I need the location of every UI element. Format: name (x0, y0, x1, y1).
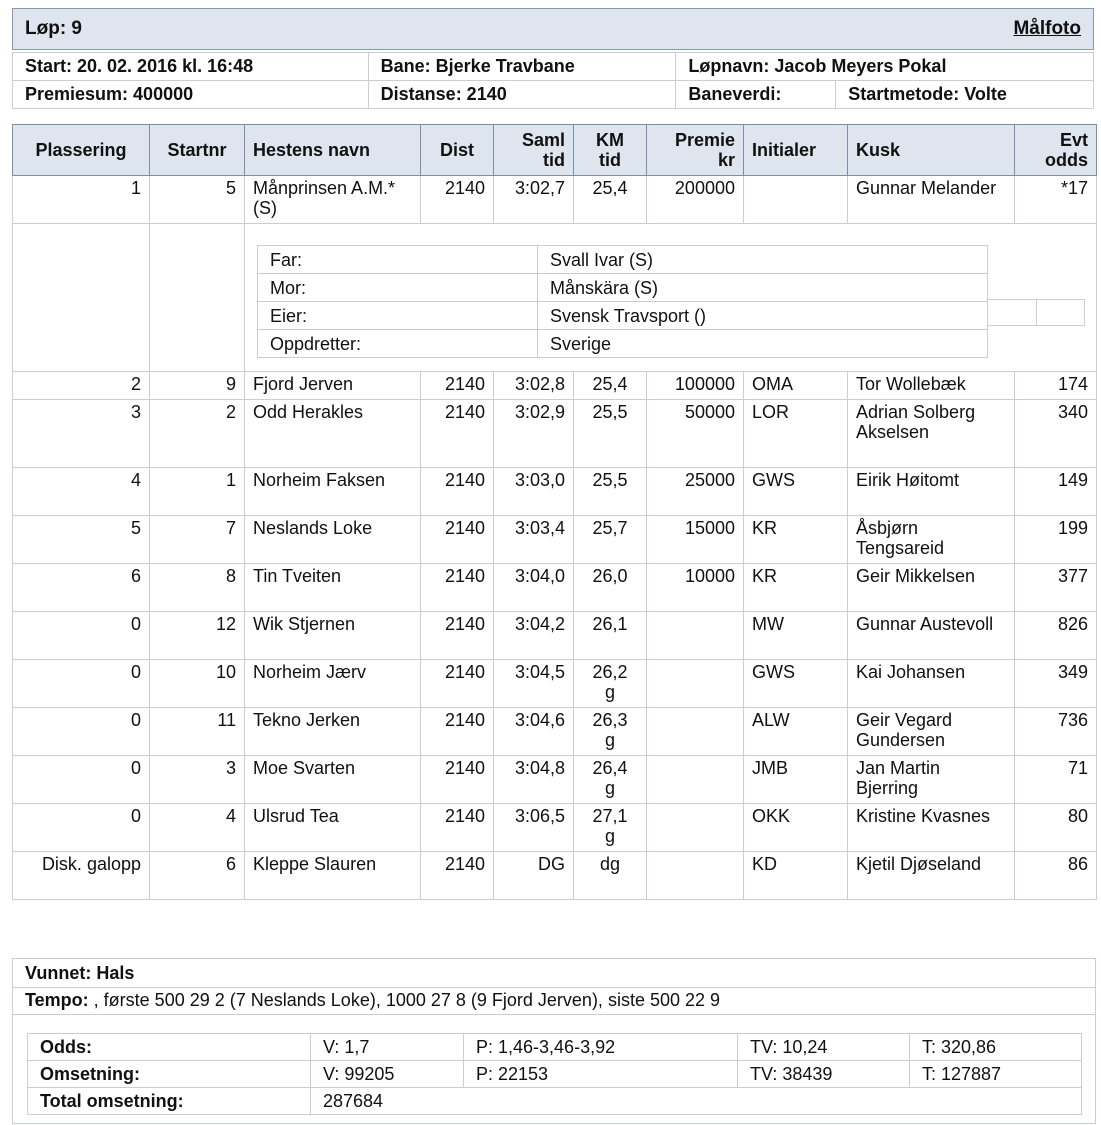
cell-plassering: 2 (13, 372, 150, 400)
cell-premie (647, 756, 744, 804)
cell-km-tid: 25,7 (574, 516, 647, 564)
cell-premie (647, 708, 744, 756)
cell-startnr: 9 (150, 372, 245, 400)
cell-initialer (744, 176, 848, 224)
cell-odds: *17 (1015, 176, 1097, 224)
cell-dist: 2140 (421, 516, 494, 564)
winner-margin: Vunnet: Hals (25, 963, 135, 983)
cell-plassering: 1 (13, 176, 150, 224)
table-row[interactable] (13, 564, 1097, 612)
cell-odds: 349 (1015, 660, 1097, 708)
col-initialer[interactable]: Initialer (744, 125, 848, 176)
eier-label: Eier: (258, 302, 538, 330)
far-value: Svall Ivar (S) (538, 246, 988, 274)
cell-startnr: 1 (150, 468, 245, 516)
pedigree-far (258, 246, 988, 274)
race-header (12, 8, 1094, 50)
pedigree-cell (245, 224, 1097, 372)
track-value: Baneverdi: (676, 81, 836, 109)
odds-table (27, 1033, 1082, 1115)
cell-saml-tid: 3:04,5 (494, 660, 574, 708)
col-kusk[interactable]: Kusk (848, 125, 1015, 176)
pedigree-row (13, 224, 1097, 372)
total-turnover-value: 287684 (311, 1088, 1082, 1115)
pedigree-oppdretter (258, 330, 988, 358)
cell-odds: 826 (1015, 612, 1097, 660)
cell-plassering: 0 (13, 708, 150, 756)
cell-kusk: Geir Vegard Gundersen (848, 708, 1015, 756)
cell-initialer: GWS (744, 468, 848, 516)
cell-startnr: 10 (150, 660, 245, 708)
distance: Distanse: 2140 (368, 81, 676, 109)
table-row[interactable] (13, 176, 1097, 224)
cell-kusk: Åsbjørn Tengsareid (848, 516, 1015, 564)
cell-saml-tid: 3:02,7 (494, 176, 574, 224)
table-row[interactable] (13, 516, 1097, 564)
cell-startnr: 8 (150, 564, 245, 612)
cell-odds: 86 (1015, 852, 1097, 900)
cell-dist: 2140 (421, 852, 494, 900)
cell-kusk: Adrian Solberg Akselsen (848, 400, 1015, 468)
cell-kusk: Tor Wollebæk (848, 372, 1015, 400)
cell-saml-tid: 3:02,8 (494, 372, 574, 400)
cell-premie: 200000 (647, 176, 744, 224)
cell-premie: 25000 (647, 468, 744, 516)
cell-odds: 340 (1015, 400, 1097, 468)
cell-startnr: 4 (150, 804, 245, 852)
col-premie[interactable]: Premie kr (647, 125, 744, 176)
cell-saml-tid: 3:03,4 (494, 516, 574, 564)
cell-dist: 2140 (421, 176, 494, 224)
cell-kusk: Gunnar Melander (848, 176, 1015, 224)
turnover-row (28, 1061, 1082, 1088)
cell-premie (647, 804, 744, 852)
cell-startnr: 12 (150, 612, 245, 660)
cell-initialer: KR (744, 516, 848, 564)
total-turnover-label: Total omsetning: (28, 1088, 311, 1115)
cell-initialer: JMB (744, 756, 848, 804)
cell-km-tid: 26,4 g (574, 756, 647, 804)
cell-odds: 174 (1015, 372, 1097, 400)
cell-kusk: Gunnar Austevoll (848, 612, 1015, 660)
cell-startnr: 5 (150, 176, 245, 224)
mor-value: Månskära (S) (538, 274, 988, 302)
cell-odds: 377 (1015, 564, 1097, 612)
race-info-table (12, 52, 1094, 109)
cell-startnr: 7 (150, 516, 245, 564)
cell-dist: 2140 (421, 612, 494, 660)
oppdretter-value: Sverige (538, 330, 988, 358)
cell-premie (647, 852, 744, 900)
cell-startnr: 11 (150, 708, 245, 756)
cell-initialer: OKK (744, 804, 848, 852)
cell-initialer: ALW (744, 708, 848, 756)
col-saml-tid[interactable]: Saml tid (494, 125, 574, 176)
prize-sum: Premiesum: 400000 (13, 81, 369, 109)
col-plassering[interactable]: Plassering (13, 125, 150, 176)
cell-km-tid: 26,3 g (574, 708, 647, 756)
cell-kusk: Jan Martin Bjerring (848, 756, 1015, 804)
start-method: Startmetode: Volte (836, 81, 1094, 109)
cell-odds: 71 (1015, 756, 1097, 804)
table-row[interactable] (13, 708, 1097, 756)
cell-horse-name: Fjord Jerven (245, 372, 421, 400)
cell-plassering: 0 (13, 804, 150, 852)
cell-plassering: 5 (13, 516, 150, 564)
cell-dist: 2140 (421, 708, 494, 756)
table-row[interactable] (13, 756, 1097, 804)
cell-horse-name: Månprinsen A.M.* (S) (245, 176, 421, 224)
cell-saml-tid: 3:04,6 (494, 708, 574, 756)
cell-premie (647, 612, 744, 660)
cell-initialer: LOR (744, 400, 848, 468)
cell-km-tid: 25,4 (574, 372, 647, 400)
cell-plassering: 0 (13, 612, 150, 660)
turnover-v: V: 99205 (311, 1061, 464, 1088)
col-evt-odds[interactable]: Evt odds (1015, 125, 1097, 176)
oppdretter-label: Oppdretter: (258, 330, 538, 358)
pedigree-table (257, 245, 988, 358)
cell-startnr: 2 (150, 400, 245, 468)
cell-kusk: Geir Mikkelsen (848, 564, 1015, 612)
odds-row (28, 1034, 1082, 1061)
table-row[interactable] (13, 660, 1097, 708)
table-row[interactable] (13, 804, 1097, 852)
table-row[interactable] (13, 468, 1097, 516)
cell-startnr: 3 (150, 756, 245, 804)
far-label: Far: (258, 246, 538, 274)
turnover-t: T: 127887 (910, 1061, 1082, 1088)
cell-initialer: OMA (744, 372, 848, 400)
cell-odds: 149 (1015, 468, 1097, 516)
cell-initialer: KR (744, 564, 848, 612)
cell-plassering: 0 (13, 756, 150, 804)
track-name: Bane: Bjerke Travbane (368, 53, 676, 81)
tempo-text: , første 500 29 2 (7 Neslands Loke), 1000 27 8 (9 Fjord Jerven), siste 500 22 9 (88, 990, 721, 1010)
col-km-tid[interactable]: KM tid (574, 125, 647, 176)
col-dist[interactable]: Dist (421, 125, 494, 176)
cell-plassering: 6 (13, 564, 150, 612)
race-label: Løp: 9 (25, 18, 82, 39)
photo-finish-link[interactable]: Målfoto (1013, 18, 1081, 39)
turnover-label: Omsetning: (28, 1061, 311, 1088)
odds-label: Odds: (28, 1034, 311, 1061)
cell-horse-name: Odd Herakles (245, 400, 421, 468)
cell-premie (647, 660, 744, 708)
cell-kusk: Kristine Kvasnes (848, 804, 1015, 852)
odds-t: T: 320,86 (910, 1034, 1082, 1061)
cell-plassering: Disk. galopp (13, 852, 150, 900)
cell-km-tid: 26,0 (574, 564, 647, 612)
tempo-label: Tempo: (25, 990, 89, 1010)
cell-saml-tid: 3:06,5 (494, 804, 574, 852)
cell-km-tid: 27,1 g (574, 804, 647, 852)
table-row[interactable] (13, 372, 1097, 400)
cell-horse-name: Tin Tveiten (245, 564, 421, 612)
cell-premie: 50000 (647, 400, 744, 468)
cell-dist: 2140 (421, 804, 494, 852)
odds-p: P: 1,46-3,46-3,92 (464, 1034, 738, 1061)
cell-saml-tid: 3:04,8 (494, 756, 574, 804)
pedigree-spacer (150, 224, 245, 372)
cell-horse-name: Moe Svarten (245, 756, 421, 804)
cell-premie: 15000 (647, 516, 744, 564)
cell-km-tid: dg (574, 852, 647, 900)
cell-startnr: 6 (150, 852, 245, 900)
pedigree-spacer (13, 224, 150, 372)
turnover-tv: TV: 38439 (738, 1061, 910, 1088)
cell-premie: 100000 (647, 372, 744, 400)
cell-initialer: KD (744, 852, 848, 900)
cell-km-tid: 26,2 g (574, 660, 647, 708)
cell-dist: 2140 (421, 400, 494, 468)
cell-initialer: MW (744, 612, 848, 660)
cell-saml-tid: 3:04,0 (494, 564, 574, 612)
col-hestens-navn[interactable]: Hestens navn (245, 125, 421, 176)
cell-dist: 2140 (421, 564, 494, 612)
cell-odds: 199 (1015, 516, 1097, 564)
cell-saml-tid: DG (494, 852, 574, 900)
cell-km-tid: 26,1 (574, 612, 647, 660)
turnover-p: P: 22153 (464, 1061, 738, 1088)
race-name: Løpnavn: Jacob Meyers Pokal (676, 53, 1094, 81)
eier-value: Svensk Travsport () (538, 302, 988, 330)
cell-saml-tid: 3:02,9 (494, 400, 574, 468)
cell-premie: 10000 (647, 564, 744, 612)
total-turnover-row (28, 1088, 1082, 1115)
cell-dist: 2140 (421, 372, 494, 400)
cell-horse-name: Ulsrud Tea (245, 804, 421, 852)
table-row[interactable] (13, 852, 1097, 900)
results-table (12, 124, 1097, 900)
cell-kusk: Kjetil Djøseland (848, 852, 1015, 900)
table-row[interactable] (13, 400, 1097, 468)
odds-tv: TV: 10,24 (738, 1034, 910, 1061)
cell-horse-name: Tekno Jerken (245, 708, 421, 756)
tempo-line (25, 990, 720, 1011)
cell-odds: 736 (1015, 708, 1097, 756)
cell-saml-tid: 3:03,0 (494, 468, 574, 516)
cell-horse-name: Kleppe Slauren (245, 852, 421, 900)
mor-label: Mor: (258, 274, 538, 302)
cell-horse-name: Norheim Jærv (245, 660, 421, 708)
pedigree-mor (258, 274, 988, 302)
cell-odds: 80 (1015, 804, 1097, 852)
cell-kusk: Eirik Høitomt (848, 468, 1015, 516)
cell-km-tid: 25,5 (574, 400, 647, 468)
table-row[interactable] (13, 612, 1097, 660)
col-startnr[interactable]: Startnr (150, 125, 245, 176)
cell-saml-tid: 3:04,2 (494, 612, 574, 660)
cell-km-tid: 25,5 (574, 468, 647, 516)
cell-kusk: Kai Johansen (848, 660, 1015, 708)
cell-initialer: GWS (744, 660, 848, 708)
cell-horse-name: Wik Stjernen (245, 612, 421, 660)
cell-km-tid: 25,4 (574, 176, 647, 224)
results-header-row (13, 125, 1097, 176)
cell-plassering: 0 (13, 660, 150, 708)
cell-plassering: 4 (13, 468, 150, 516)
odds-v: V: 1,7 (311, 1034, 464, 1061)
cell-plassering: 3 (13, 400, 150, 468)
pedigree-eier (258, 302, 988, 330)
cell-horse-name: Norheim Faksen (245, 468, 421, 516)
cell-dist: 2140 (421, 468, 494, 516)
pedigree-extra-cells (987, 299, 1085, 326)
cell-dist: 2140 (421, 756, 494, 804)
cell-horse-name: Neslands Loke (245, 516, 421, 564)
start-time: Start: 20. 02. 2016 kl. 16:48 (13, 53, 369, 81)
cell-dist: 2140 (421, 660, 494, 708)
